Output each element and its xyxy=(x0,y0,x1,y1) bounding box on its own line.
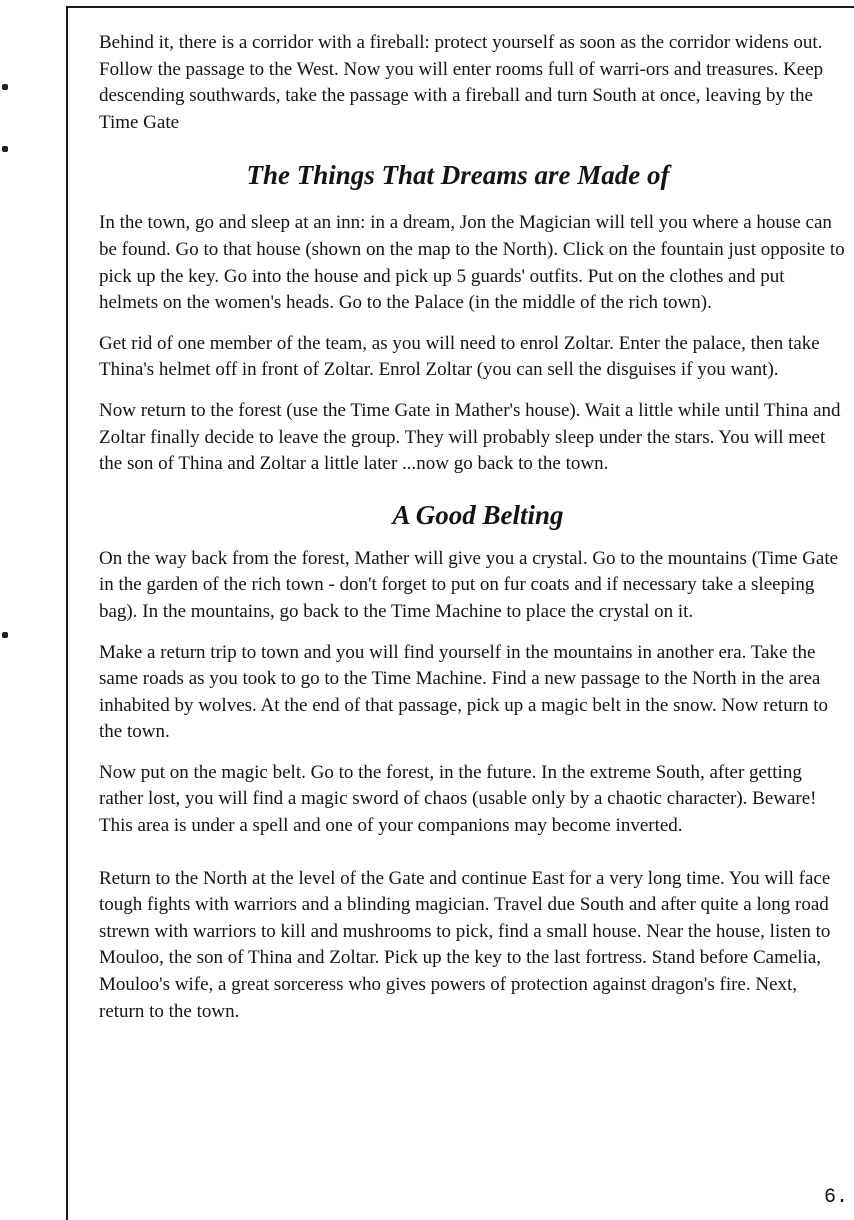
paragraph: Now put on the magic belt. Go to the forest, in the future. In the extreme South, after getting rather lost, you will find a magic sword of chaos (usable only by a chaotic character). Beware! This area is under a spell and one of your companions may become inverted. xyxy=(99,761,817,837)
page-number: 6. xyxy=(823,1186,848,1209)
binding-hole-mark xyxy=(2,146,8,152)
section-heading-dreams: The Things That Dreams are Made of xyxy=(246,160,670,191)
document-body xyxy=(99,30,847,1039)
section-heading-belting: A Good Belting xyxy=(392,499,564,530)
paragraph: Make a return trip to town and you will find yourself in the mountains in another era. Take the same roads as you took to go to the Time Machine. Find a new passage to the North in the area inhabited by wolves. At the end of that passage, pick up a magic belt in the snow. Now return to the town. xyxy=(99,641,829,743)
paragraph: Now return to the forest (use the Time Gate in Mather's house). Wait a little while until Thina and Zoltar finally decide to leave the group. They will probably sleep under the stars. You will meet the son of Thina and Zoltar a little later ...now go back to the town. xyxy=(99,399,841,475)
paragraph: Get rid of one member of the team, as you will need to enrol Zoltar. Enter the palace, then take Thina's helmet off in front of Zoltar. Enrol Zoltar (you can sell the disguises if you want). xyxy=(99,332,820,381)
paragraph: In the town, go and sleep at an inn: in a dream, Jon the Magician will tell you where a house can be found. Go to that house (shown on the map to the North). Click on the fountain just opposite to pick up the key. Go into the house and pick up 5 guards' outfits. Put on the clothes and put helmets on the women's heads. Go to the Palace (in the middle of the rich town). xyxy=(99,212,845,314)
paragraph: On the way back from the forest, Mather will give you a crystal. Go to the mountains (Time Gate in the garden of the rich town - don't forget to put on fur coats and if necessary take a sleeping bag). In the mountains, go back to the Time Machine to place the crystal on it. xyxy=(99,547,839,622)
paragraph: Return to the North at the level of the Gate and continue East for a very long time. You will face tough fights with warriors and a blinding magician. Travel due South and after quite a long road strewn with warriors to kill and mushrooms to pick, find a small house. Near the house, listen to Mouloo, the son of Thina and Zoltar. Pick up the key to the last fortress. Stand before Camelia, Mouloo's wife, a great sorceress who gives powers of protection against dragon's fire. Next, return to the town. xyxy=(99,867,831,1022)
intro-paragraph: Behind it, there is a corridor with a fireball: protect yourself as soon as the corridor widens out. Follow the passage to the West. Now you will enter rooms full of warri-ors and treasures. Keep descending southwards, take the passage with a fireball and turn South at once, leaving by the Time Gate xyxy=(99,32,824,133)
binding-hole-mark xyxy=(2,632,8,638)
binding-hole-mark xyxy=(2,84,8,90)
